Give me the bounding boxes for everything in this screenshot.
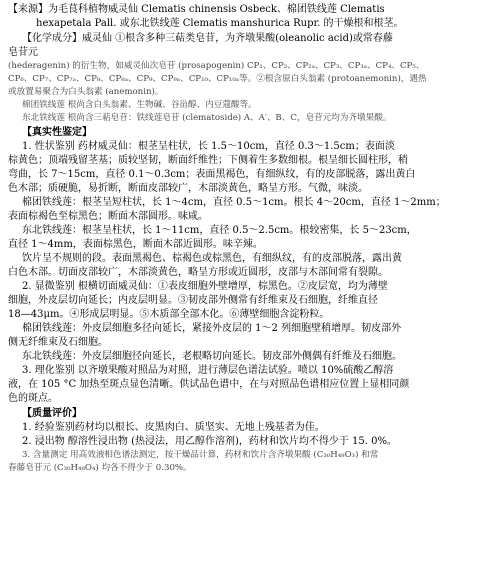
chem-line-3: (hederagenin) 的衍生物，如威灵仙次皂苷 (prosapogenin) CP₁、CP₂、CP₂ₐ、CP₃、CP₃ₐ、CP₄、CP₅、 (8, 61, 425, 71)
quality-line-3: 3. 含量测定 用高效液相色谱法测定，按干燥品计算，药材和饮片含齐墩果酸 (C₃₀H₄₈O₃) 和常 (22, 450, 379, 460)
auth-p3-line-2: 直径 1～4mm，表面棕黑色，断面木部近圆形。味辛辣。 (8, 239, 263, 250)
chem-line-6: 棉团铁线莲 根尚含白头翁素、生物碱、谷甾醇、内豆蔻酸等。 (22, 100, 257, 110)
chem-line-4: CP₆、CP₇、CP₇ₐ、CP₈、CP₈ₐ、CP₉、CP₉ₐ、CP₁₀、CP₁₀ₐ等。②根含原白头翁素 (protoanemonin)，遇热 (8, 74, 427, 84)
source-line-1: 【来源】为毛茛科植物威灵仙 Clematis chinensis Osbeck、棉团铁线莲 Clematis (8, 4, 385, 15)
authenticity-section (8, 126, 475, 406)
auth-p5-line-2: 细胞，外皮层切向延长；内皮层明显。③韧皮部外侧常有纤维束及石细胞，纤维直径 (8, 295, 378, 306)
auth-p8-line-2: 液，在 105 °C 加热至斑点显色清晰。供试品色谱中，在与对照品色谱相应位置上显相同颜 (8, 379, 410, 390)
auth-p7-line-1: 东北铁线莲：外皮层细胞径向延长，老根略切向延长。韧皮部外侧偶有纤维及石细胞。 (22, 351, 402, 362)
auth-p1-line-1: 1. 性状鉴别 药材威灵仙：根茎呈柱状，长 1.5～10cm，直径 0.3～1.5cm；表面淡 (22, 141, 395, 152)
chem-line-7: 东北铁线莲 根尚含三萜皂苷：铁线莲皂苷 (clematoside) A、A′、B、C，皂苷元均为齐墩果酸。 (22, 113, 392, 123)
authenticity-heading: 【真实性鉴定】 (22, 127, 92, 138)
chem-section (8, 32, 475, 125)
auth-p4-line-2: 白色木部。切面皮部较广，木部淡黄色，略呈方形或近圆形，皮部与木部间常有裂隙。 (8, 267, 388, 278)
auth-p8-line-1: 3. 理化鉴别 以齐墩果酸对照品为对照，进行薄层色谱法试验。喷以 10%硫酸乙醇溶 (22, 365, 394, 376)
auth-p8-line-3: 色的斑点。 (8, 393, 58, 404)
auth-p3-line-1: 东北铁线莲：根茎呈柱状，长 1～11cm，直径 0.5～2.5cm。根较密集，长 5～23cm， (22, 225, 417, 236)
auth-p1-line-3: 弯曲，长 7～15cm，直径 0.1～0.3cm；表面黑褐色，有细纵纹，有的皮部脱落，露出黄白 (8, 169, 416, 180)
auth-p5-line-1: 2. 显微鉴别 根横切面威灵仙：①表皮细胞外壁增厚，棕黑色。②皮层宽，均为薄壁 (22, 281, 388, 292)
chem-line-2: 皂苷元 (8, 47, 38, 58)
chem-line-1: 【化学成分】威灵仙 ①根含多种三萜类皂苷，为齐墩果酸(oleanolic acid)或常春藤 (22, 33, 393, 44)
auth-p5-line-3: 18—43μm。④形成层明显。⑤木质部全部木化。⑥薄壁细胞含淀粉粒。 (8, 309, 330, 320)
quality-line-4: 春藤皂苷元 (C₃₀H₄₈O₄) 均各不得少于 0.30%。 (8, 463, 192, 473)
auth-p1-line-4: 色木部；质硬脆，易折断，断面皮部较广，木部淡黄色，略呈方形。气微，味淡。 (8, 183, 368, 194)
auth-p6-line-2: 侧无纤维束及石细胞。 (8, 337, 108, 348)
auth-p6-line-1: 棉团铁线莲：外皮层细胞多径向延长，紧接外皮层的 1～2 列细胞壁稍增厚。韧皮部外 (22, 323, 402, 334)
auth-p4-line-1: 饮片呈不规则的段。表面黑褐色、棕褐色或棕黑色，有细纵纹，有的皮部脱落，露出黄 (22, 253, 402, 264)
source-section (8, 3, 475, 31)
quality-section (8, 407, 475, 475)
auth-p1-line-2: 棕黄色；顶端残留茎基；质较坚韧，断面纤维性；下侧着生多数细根。根呈细长圆柱形，稍 (8, 155, 408, 166)
auth-p2-line-1: 棉团铁线莲：根茎呈短柱状，长 1～4cm，直径 0.5～1cm。根长 4～20cm，直径 1～2mm； (22, 197, 446, 208)
source-line-2: hexapetala Pall. 或东北铁线莲 Clematis manshurica Rupr. 的干燥根和根茎。 (36, 18, 404, 29)
quality-line-1: 1. 经验鉴别药材均以根长、皮黑肉白、质坚实、无地上残基者为佳。 (22, 422, 325, 433)
auth-p2-line-2: 表面棕褐色至棕黑色；断面木部圆形。味咸。 (8, 211, 208, 222)
quality-heading: 【质量评价】 (22, 408, 82, 419)
quality-line-2: 2. 浸出物 醇溶性浸出物 (热浸法，用乙醇作溶剂)，药材和饮片均不得少于 15. 0%。 (22, 436, 398, 447)
chem-line-5: 或放置易聚合为白头翁素 (anemonin)。 (8, 87, 164, 97)
